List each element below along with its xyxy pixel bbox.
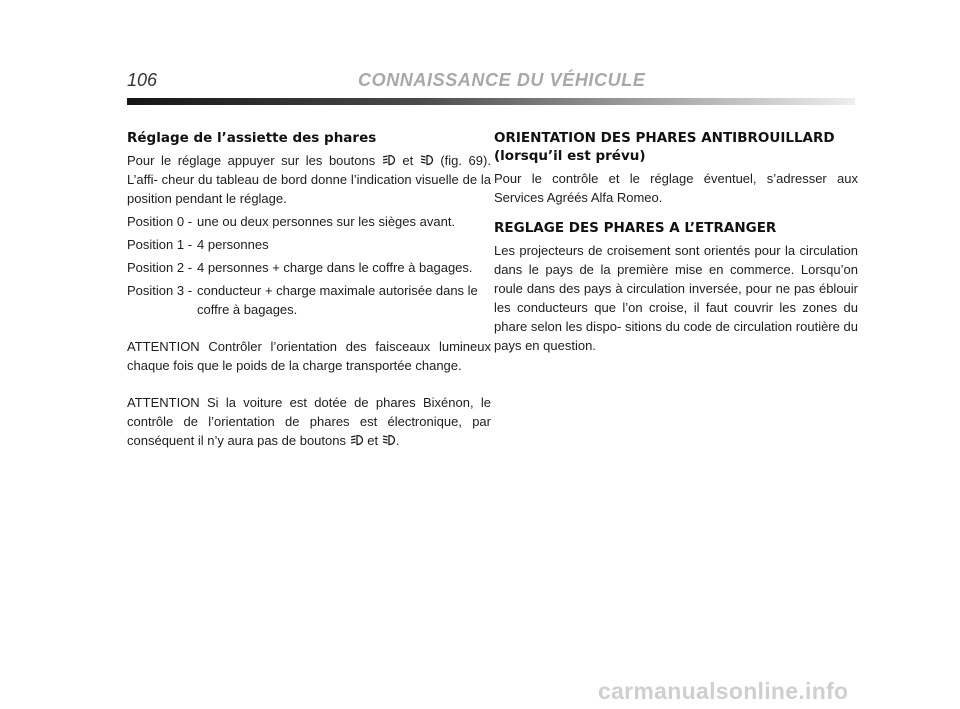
intro-text-a: Pour le réglage appuyer sur les boutons [127, 153, 376, 168]
position-row [127, 258, 491, 277]
fog-lamps-paragraph: Pour le contrôle et le réglage éventuel, s’adresser aux Services Agréés Alfa Romeo. [494, 171, 858, 205]
intro-paragraph [127, 151, 491, 208]
attention-paragraph-2 [127, 393, 491, 450]
left-column [127, 129, 491, 454]
position-text: une ou deux personnes sur les sièges avant. [197, 214, 456, 229]
headlamp-down-icon [382, 434, 396, 446]
position-row [127, 281, 491, 319]
intro-and: et [402, 153, 414, 168]
position-text: conducteur + charge maximale autorisée dans le coffre à bagages. [197, 283, 478, 317]
attention2-and: et [367, 433, 379, 448]
section-heading-abroad: REGLAGE DES PHARES A L’ETRANGER [494, 220, 777, 236]
spacer [127, 379, 491, 393]
position-text: 4 personnes + charge dans le coffre à bagages. [197, 260, 473, 275]
headlamp-up-icon [382, 154, 396, 166]
spacer [127, 323, 491, 337]
header-rule [127, 98, 855, 105]
intro-text-b: (fig. 69). L’affi- cheur du tableau de bord donne l’indication visuelle de la position pendant le réglage. [127, 153, 491, 206]
position-row [127, 235, 491, 254]
attention-paragraph-1: ATTENTION Contrôler l’orientation des faisceaux lumineux chaque fois que le poids de la charge transportée change. [127, 339, 491, 373]
running-title: CONNAISSANCE DU VÉHICULE [358, 70, 646, 90]
position-row [127, 212, 491, 231]
right-column [494, 129, 858, 359]
section-heading-fog-lamps: ORIENTATION DES PHARES ANTIBROUILLARD (lorsqu’il est prévu) [494, 130, 835, 164]
spacer [494, 211, 858, 219]
attention2-end: . [395, 433, 400, 448]
position-label: Position 0 - [127, 214, 193, 229]
headlamp-up-icon [350, 434, 364, 446]
section-heading-headlamp-alignment: Réglage de l’assiette des phares [127, 130, 377, 146]
watermark: carmanualsonline.info [598, 678, 849, 704]
position-label: Position 1 - [127, 237, 193, 252]
position-text: 4 personnes [197, 237, 269, 252]
page-number: 106 [127, 70, 158, 90]
attention2-text-a: ATTENTION Si la voiture est dotée de phares Bixénon, le contrôle de l’orientation de phares est électronique, par conséquent il n’y aura pas de boutons [127, 395, 491, 448]
position-label: Position 2 - [127, 260, 193, 275]
headlamp-down-icon [420, 154, 434, 166]
position-label: Position 3 - [127, 283, 193, 298]
abroad-paragraph: Les projecteurs de croisement sont orientés pour la circulation dans le pays de la première mise en commerce. Lorsqu’on roule dans des pays à circulation inversée, pour ne pas éblouir les conducteurs que l’on croise, il faut couvrir les zones du phare selon les dispo- sitions du code de circulation routière du pays en question. [494, 243, 858, 353]
